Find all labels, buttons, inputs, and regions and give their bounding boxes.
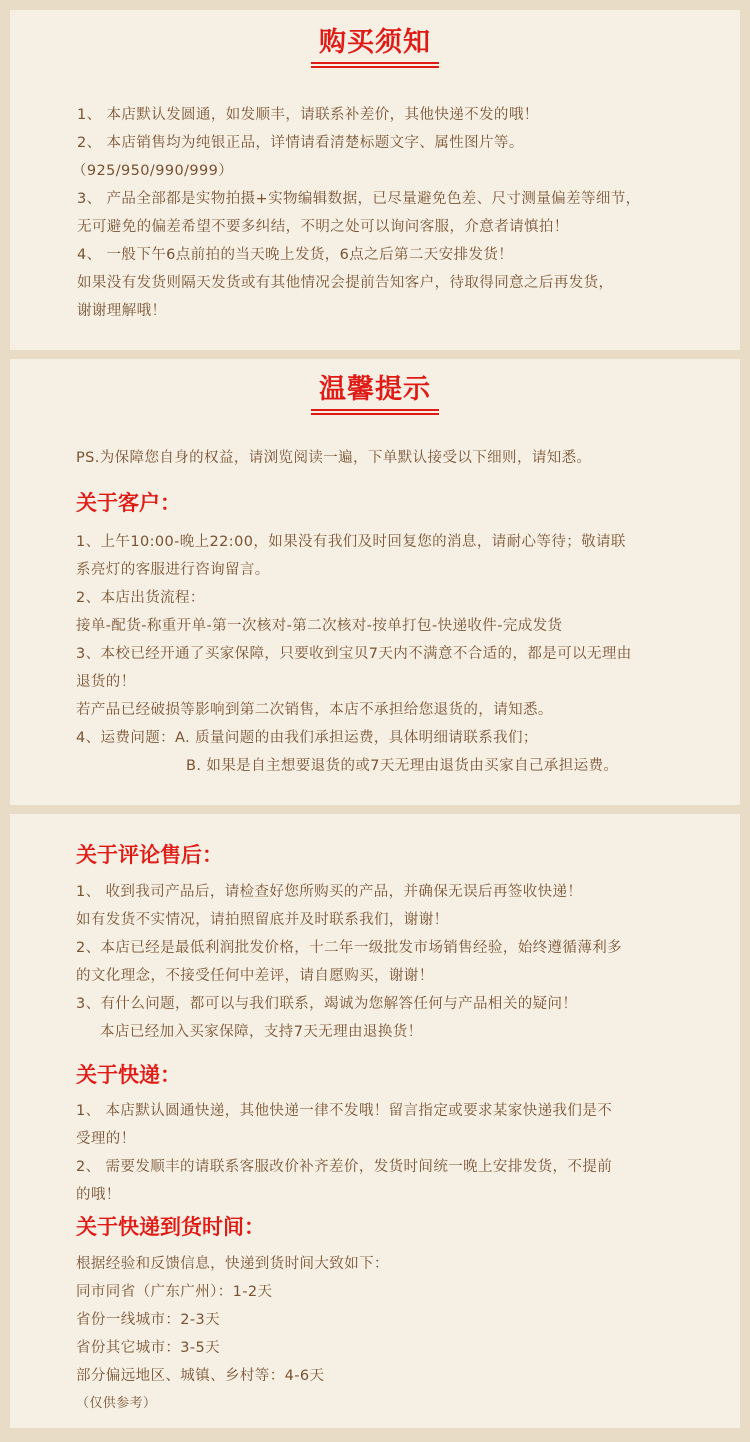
review-line: 如有发货不实情况，请拍照留底并及时联系我们，谢谢！	[76, 912, 449, 928]
review-line: 本店已经加入买家保障，支持7天无理由退换货！	[100, 1024, 423, 1040]
notice-line: 4、 一般下午6点前拍的当天晚上发货，6点之后第二天安排发货！	[77, 247, 514, 263]
reference-note: （仅供参考）	[76, 1396, 157, 1411]
review-heading: 关于评论售后：	[76, 843, 223, 867]
delivery-line: 同市同省（广东广州）：1-2天	[76, 1284, 273, 1300]
review-line: 3、有什么问题，都可以与我们联系，竭诚为您解答任何与产品相关的疑问！	[76, 996, 578, 1012]
delivery-line: 省份一线城市：2-3天	[76, 1312, 221, 1328]
purchase-notice-panel	[10, 10, 740, 350]
customer-line: 2、本店出货流程：	[76, 590, 205, 606]
customer-line: 接单-配货-称重开单-第一次核对-第二次核对-按单打包-快递收件-完成发货	[76, 618, 563, 634]
review-line: 2、本店已经是最低利润批发价格，十二年一级批发市场销售经验，始终遵循薄利多	[76, 940, 623, 956]
warm-tips-title-wrap	[10, 373, 740, 413]
warm-tips-title: 温馨提示	[315, 373, 435, 413]
delivery-line: 省份其它城市：3-5天	[76, 1340, 221, 1356]
customer-line: 1、上午10:00-晚上22:00，如果没有我们及时回复您的消息，请耐心等待；敬请联	[76, 534, 626, 550]
customer-heading: 关于客户：	[76, 491, 181, 515]
express-line: 1、 本店默认圆通快递，其他快递一律不发哦！留言指定或要求某家快递我们是不	[76, 1103, 613, 1119]
purchase-notice-title: 购买须知	[315, 26, 435, 66]
notice-line: 如果没有发货则隔天发货或有其他情况会提前告知客户，待取得同意之后再发货，	[77, 275, 614, 291]
warm-tips-panel	[10, 359, 740, 805]
customer-line: 3、本校已经开通了买家保障，只要收到宝贝7天内不满意不合适的，都是可以无理由	[76, 646, 632, 662]
notice-line: （925/950/990/999）	[72, 163, 234, 179]
delivery-heading: 关于快递到货时间：	[76, 1215, 265, 1239]
after-sales-panel	[10, 814, 740, 1428]
notice-line: 谢谢理解哦！	[77, 303, 167, 319]
express-heading: 关于快递：	[76, 1063, 181, 1087]
express-line: 2、 需要发顺丰的请联系客服改价补齐差价，发货时间统一晚上安排发货，不提前	[76, 1159, 613, 1175]
customer-line: 4、运费问题：A. 质量问题的由我们承担运费，具体明细请联系我们；	[76, 730, 538, 746]
customer-line: 若产品已经破损等影响到第二次销售，本店不承担给您退货的，请知悉。	[76, 702, 553, 718]
review-line: 的文化理念，不接受任何中差评，请自愿购买，谢谢！	[76, 968, 434, 984]
delivery-line: 根据经验和反馈信息，快递到货时间大致如下：	[76, 1256, 389, 1272]
customer-line: 退货的！	[76, 674, 136, 690]
customer-line: B. 如果是自主想要退货的或7天无理由退货由买家自己承担运费。	[186, 758, 619, 774]
express-line: 受理的！	[76, 1131, 136, 1147]
notice-line: 3、 产品全部都是实物拍摄+实物编辑数据，已尽量避免色差、尺寸测量偏差等细节，	[77, 191, 641, 207]
purchase-notice-title-wrap	[10, 26, 740, 66]
notice-line: 无可避免的偏差希望不要多纠结，不明之处可以询问客服，介意者请慎拍！	[77, 219, 569, 235]
delivery-line: 部分偏远地区、城镇、乡村等：4-6天	[76, 1368, 325, 1384]
notice-line: 1、 本店默认发圆通，如发顺丰，请联系补差价，其他快递不发的哦！	[77, 107, 539, 123]
customer-line: 系亮灯的客服进行咨询留言。	[76, 562, 270, 578]
notice-line: 2、 本店销售均为纯银正品，详情请看清楚标题文字、属性图片等。	[77, 135, 524, 151]
warm-tips-intro: PS.为保障您自身的权益，请浏览阅读一遍，下单默认接受以下细则，请知悉。	[76, 450, 592, 466]
express-line: 的哦！	[76, 1187, 121, 1203]
review-line: 1、 收到我司产品后，请检查好您所购买的产品，并确保无误后再签收快递！	[76, 884, 583, 900]
